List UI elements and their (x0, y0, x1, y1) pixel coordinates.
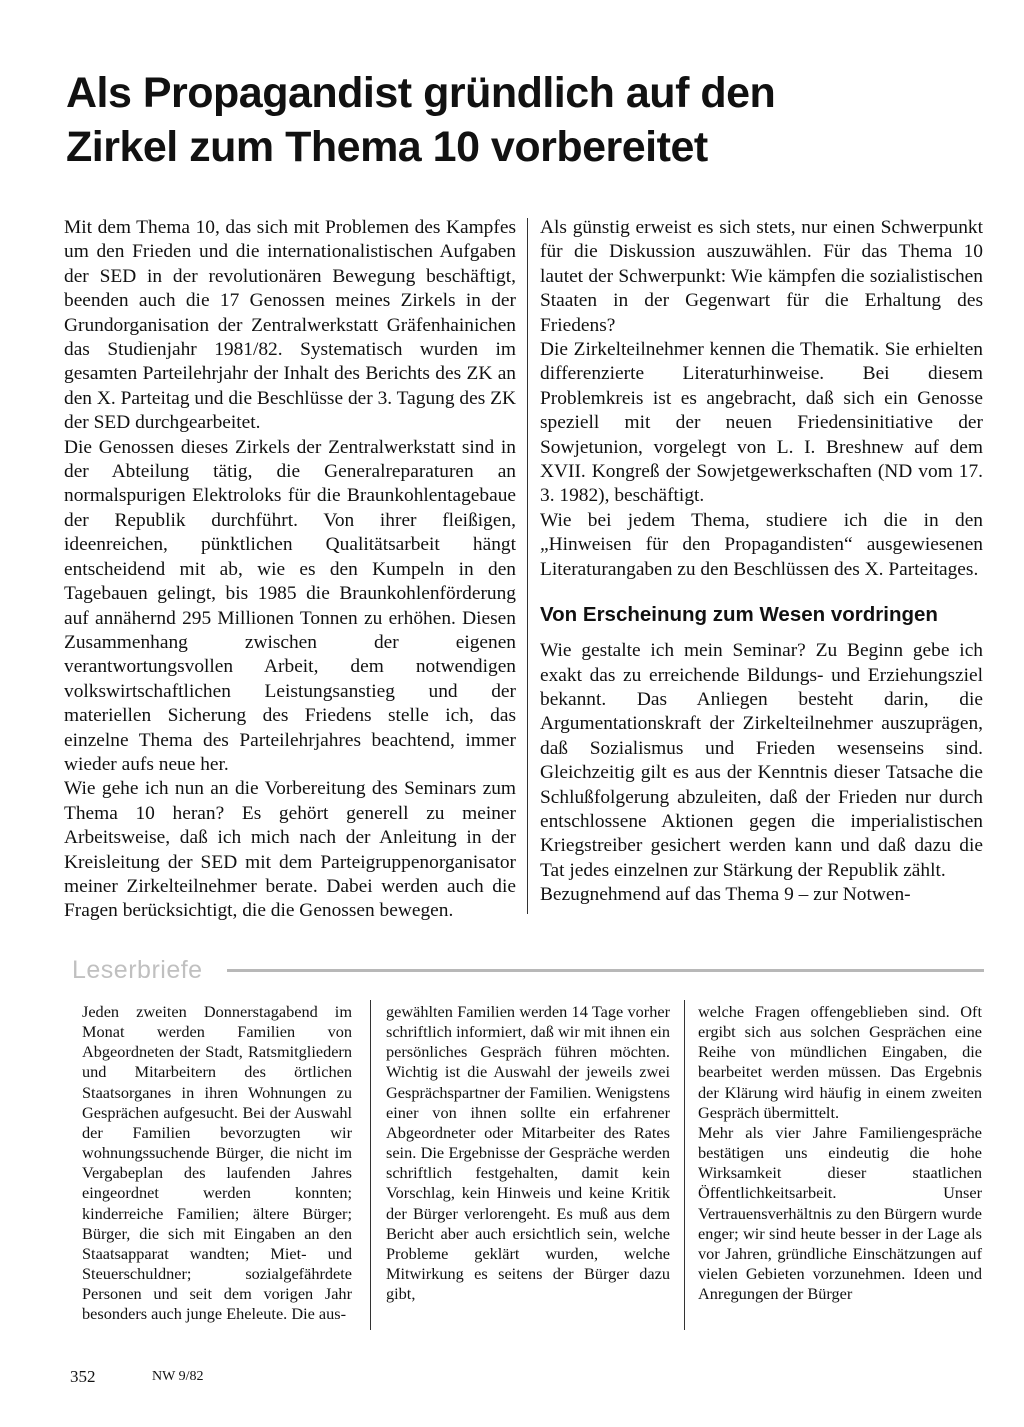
letters-section-header (72, 955, 984, 985)
article-paragraph: Als günstig erweist es sich stets, nur einen Schwerpunkt für die Diskussion auszuwählen. Für das Thema 10 lautet der Schwerpunkt: Wie kämpfen die sozialistischen Staaten in der Gegenwart für die Erhaltung des Friedens? (540, 217, 983, 336)
article-paragraph: Die Genossen dieses Zirkels der Zentralwerkstatt sind in der Abteilung tätig, die Generalreparaturen an normalspurigen Elektroloks für die Braunkohlentagebaue der Republik durchführt. Von ihrer fleißigen, ideenreichen, pünktlichen Qualitätsarbeit hängt entscheidend mit ab, wie es den Kumpeln in den Tagebauen gelingt, bis 1985 die Braunkohlenförderung auf annähernd 295 Millionen Tonnen zu erhöhen. Diesen Zusammenhang zwischen der eigenen verantwortungsvollen Arbeit, dem notwendigen volkswirtschaftlichen Leistungsanstieg und der materiellen Sicherung des Friedens stelle ich, das einzelne Thema des Parteilehrjahres beachtend, immer wieder aufs neue her. (64, 436, 516, 775)
section-label: Leserbriefe (72, 956, 203, 984)
letter-paragraph: Mehr als vier Jahre Familiengespräche bestätigen uns eindeutig die hohe Wirksamkeit dieser staatlichen Öffentlichkeitsarbeit. Unser Vertrauensverhältnis zu den Bürgern wurde enger; wir sind heute besser in der Lage als vor Jahren, gründliche Einschätzungen auf vielen Gebieten vorzunehmen. Ideen und Anregungen der Bürger (698, 1122, 982, 1304)
headline-line-2: Zirkel zum Thema 10 vorbereitet (66, 123, 708, 171)
letters-column-1 (82, 1002, 352, 1325)
article-headline (66, 66, 966, 174)
article-paragraph: Wie bei jedem Thema, studiere ich die in den „Hinweisen für den Propagandisten“ ausgewiesenen Literaturangaben zu den Beschlüssen des X. Parteitages. (540, 509, 983, 580)
article-paragraph: Die Zirkelteilnehmer kennen die Thematik. Sie erhielten differenzierte Literaturhinweise. Bei diesem Problemkreis ist es angebracht, daß sich ein Genosse speziell mit der neuen Friedensinitiative der Sowjetunion, vorgelegt von L. I. Breshnew auf dem XVII. Kongreß der Sowjetgewerkschaften (ND vom 17. 3. 1982), beschäftigt. (540, 339, 983, 507)
article-subheading: Von Erscheinung zum Wesen vordringen (540, 603, 938, 627)
section-rule (227, 969, 984, 972)
article-paragraph: Wie gehe ich nun an die Vorbereitung des Seminars zum Thema 10 heran? Es gehört generell zu meiner Arbeitsweise, daß ich mich nach der Anleitung in der Kreisleitung der SED mit dem Parteigruppenorganisator meiner Zirkelteilnehmer berate. Dabei werden auch die Fragen berücksichtigt, die die Genossen bewegen. (64, 778, 516, 922)
letter-paragraph: welche Fragen offengeblieben sind. Oft ergibt sich aus solchen Gesprächen eine Reihe von mündlichen Eingaben, die bearbeitet werden müssen. Das Ergebnis der Klärung wird häufig in einem zweiten Gespräch übermittelt. (698, 1002, 982, 1122)
article-column-right (540, 216, 983, 908)
article-paragraph: Wie gestalte ich mein Seminar? Zu Beginn gebe ich exakt das zu erreichende Bildungs- und Erziehungsziel bekannt. Das Anliegen besteht darin, die Argumentationskraft der Zirkelteilnehmer auszuprägen, daß Sozialismus und Frieden wesenseins sind. Gleichzeitig gilt es aus der Kenntnis dieser Tatsache die Schlußfolgerung abzuleiten, daß der Frieden nur durch entschlossene Aktionen gegen die imperialistischen Kriegstreiber gesichert werden kann und daß dazu die Tat jedes einzelnen zur Stärkung der Republik zählt. (540, 640, 983, 881)
page-number: 352 (70, 1367, 96, 1386)
column-divider (684, 1000, 685, 1330)
article-column-left (64, 216, 516, 924)
letter-paragraph: Jeden zweiten Donnerstagabend im Monat werden Familien von Abgeordneten der Stadt, Ratsmitgliedern und Mitarbeitern des örtlichen Staatsorganes in ihren Wohnungen zu Gesprächen aufgesucht. Bei der Auswahl der Familien bevorzugten wir wohnungssuchende Bürger, die nicht im Vergabeplan des laufenden Jahres eingeordnet werden konnten; kinderreiche Familien; ältere Bürger; Bürger, die sich mit Eingaben an den Staatsapparat wandten; Miet- und Steuerschuldner; sozialgefährdete Personen und seit dem vorigen Jahr besonders auch junge Eheleute. Die aus- (82, 1002, 352, 1324)
letters-column-2 (386, 1002, 670, 1304)
article-paragraph: Bezugnehmend auf das Thema 9 – zur Notwen- (540, 884, 911, 906)
letter-paragraph: gewählten Familien werden 14 Tage vorher schriftlich informiert, daß wir mit ihnen ein persönliches Gespräch führen möchten. Wichtig ist die Auswahl der jeweils zwei Gesprächspartner der Familien. Wenigstens einer von ihnen sollte ein erfahrener Abgeordneter oder Mitarbeiter des Rates sein. Die Ergebnisse der Gespräche werden schriftlich festgehalten, damit kein Vorschlag, kein Hinweis und keine Kritik der Bürger verlorengeht. Es muß aus dem Bericht aber auch ersichtlich sein, welche Probleme geklärt wurden, welche Mitwirkung es seitens der Bürger dazu gibt, (386, 1002, 670, 1304)
article-paragraph: Mit dem Thema 10, das sich mit Problemen des Kampfes um den Frieden und die internationalistischen Aufgaben der SED in der revolutionären Bewegung beschäftigt, beenden auch die 17 Genossen meines Zirkels in der Grundorganisation der Zentralwerkstatt Gräfenhainichen das Studienjahr 1981/82. Systematisch wurden im gesamten Parteilehrjahr der Inhalt des Berichts des ZK an den X. Parteitag und die Beschlüsse der 3. Tagung des ZK der SED durchgearbeitet. (64, 217, 516, 434)
column-divider (370, 1000, 371, 1330)
letters-column-3 (698, 1002, 982, 1304)
headline-line-1: Als Propagandist gründlich auf den (66, 69, 776, 117)
column-divider (527, 218, 528, 914)
issue-label: NW 9/82 (152, 1369, 204, 1384)
